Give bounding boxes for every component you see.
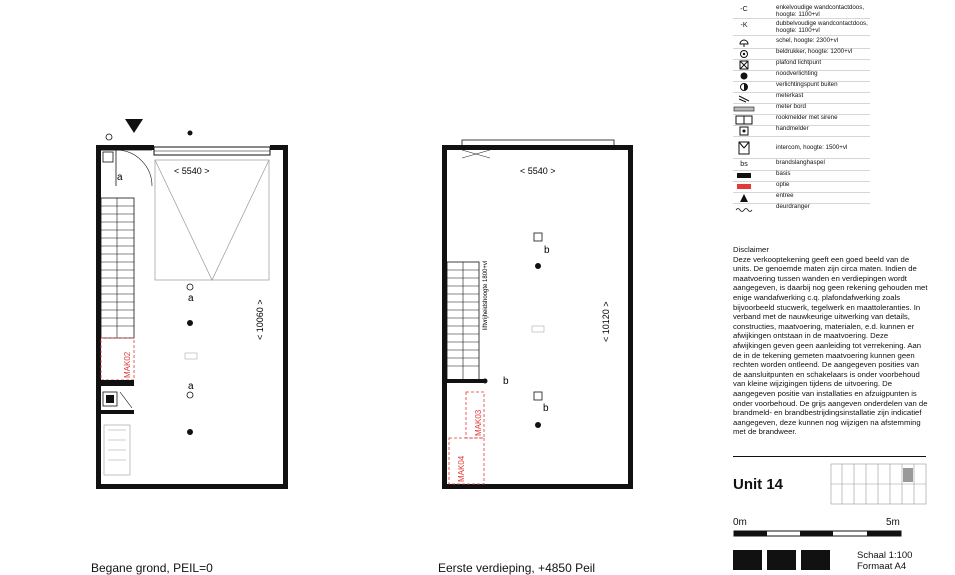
legend-label: entree xyxy=(776,192,794,199)
manual-call-point-icon xyxy=(733,125,755,136)
disclaimer xyxy=(733,245,928,437)
first-point-label: b xyxy=(543,403,549,414)
disclaimer-body: Deze verkooptekening geeft een goed beeld van de units. De genoemde maten zijn circa maten. Indien de maatvoering tussen wanden en verdiepingen wordt aangegeven, is daarbij nog geen rekening gehouden met enige wandafwerking c.q. plafondafwerking zoals bijvoorbeeld stucwerk, tegelwerk en maattoleranties. In verband met de nauwkeurige uitwerking van details, constructies, maatvoering, materialen, e.d. kunnen er afwijkingen ontstaan in de maatvoering. Deze afwijkingen geven geen aanleiding tot verrekening. Aan de in de tekening gemeten maatvoering kunnen geen rechten worden ontleend. De aangegeven posities van de aansluitpunten en schakelaars is onder voorbehoud van kleine wijzigingen tijdens de uitvoering. De aangegeven positie van installaties en afzuigpunten is onder voorbehoud. De grijs aangeven onderdelen van de brandmeld- en brandbestrijdingsinstallatie zijn indicatief aangegeven, deze kunnen nog wijzigen na afstemming met de brandweer. xyxy=(733,254,928,437)
unit-title: Unit 14 xyxy=(733,476,784,493)
ground-point-label: a xyxy=(117,172,123,183)
intercom-icon xyxy=(733,137,755,158)
entrance-icon xyxy=(125,119,143,133)
legend-label: handmelder xyxy=(776,125,809,132)
legend-label: beldrukker, hoogte: 1200+vl xyxy=(776,48,853,55)
scale-text: Schaal 1:100 xyxy=(857,550,913,561)
scale-info xyxy=(857,550,912,572)
legend-row xyxy=(733,4,870,19)
legend-label: meter bord xyxy=(776,103,806,110)
scale-bar xyxy=(733,529,903,538)
legend-label: dubbelvoudige wandcontactdoos, hoogte: 1100+vl xyxy=(776,20,868,34)
first-beam-note: liftvrijheidshoogte 1800+vl xyxy=(483,260,489,330)
legend-label: meterkast xyxy=(776,92,804,99)
door-closer-icon xyxy=(733,203,755,214)
legend-label: optie xyxy=(776,181,790,188)
first-point-label: b xyxy=(503,376,509,387)
fire-hose-icon: bs xyxy=(740,161,748,168)
legend-label: enkelvoudige wandcontactdoos, hoogte: 1100+vl xyxy=(776,4,865,18)
legend-label: deurdranger xyxy=(776,203,810,210)
outlet-double-icon: -K xyxy=(740,22,748,29)
smoke-detector-icon xyxy=(733,114,755,125)
key-plan xyxy=(830,462,928,506)
meter-board-icon xyxy=(733,103,755,114)
legend-label: brandslanghaspel xyxy=(776,159,825,166)
ground-width-dim: < 5540 > xyxy=(174,166,210,176)
first-mak-label-b: MAK04 xyxy=(457,455,466,482)
emergency-light-icon xyxy=(733,70,755,81)
legend-row xyxy=(733,20,870,36)
outdoor-light-icon xyxy=(733,81,755,92)
first-depth-dim: < 10120 > xyxy=(601,301,611,342)
ceiling-light-icon xyxy=(733,59,755,70)
ground-point-label: a xyxy=(188,381,194,392)
ground-mak-label: MAK02 xyxy=(123,351,132,378)
basis-swatch-icon xyxy=(733,170,755,181)
first-width-dim: < 5540 > xyxy=(520,166,556,176)
legend-label: schel, hoogte: 2300+vl xyxy=(776,37,839,44)
logo-block xyxy=(733,550,762,570)
option-swatch-icon xyxy=(733,181,755,192)
meter-box-icon xyxy=(733,92,755,103)
legend-label: intercom, hoogte: 1500+vl xyxy=(776,144,848,151)
legend-label: basis xyxy=(776,170,791,177)
ground-floor-label: Begane grond, PEIL=0 xyxy=(91,561,213,575)
legend-row xyxy=(733,203,870,214)
format-text: Formaat A4 xyxy=(857,561,907,572)
legend-label: noodverlichting xyxy=(776,70,818,77)
first-floor-label: Eerste verdieping, +4850 Peil xyxy=(438,561,596,575)
disclaimer-title: Disclaimer xyxy=(733,245,769,254)
title-divider xyxy=(733,456,926,457)
legend-label: plafond lichtpunt xyxy=(776,59,822,66)
outlet-single-icon: -C xyxy=(740,6,748,13)
bell-icon xyxy=(733,37,755,48)
logo-block xyxy=(801,550,830,570)
entrance-icon xyxy=(733,192,755,203)
ground-floor-plan xyxy=(96,119,288,489)
legend-row xyxy=(733,125,870,137)
first-point-label: b xyxy=(544,245,550,256)
doorbell-button-icon xyxy=(733,48,755,59)
logo-block xyxy=(767,550,796,570)
first-mak-label-a: MAK03 xyxy=(474,409,483,436)
scale-bar-start: 0m xyxy=(733,517,747,528)
legend-label: verlichtingspunt buiten xyxy=(776,81,838,88)
scale-bar-end: 5m xyxy=(886,517,900,528)
ground-point-label: a xyxy=(188,293,194,304)
first-floor-plan xyxy=(442,140,633,489)
legend-row xyxy=(733,137,870,159)
legend-label: rookmelder met sirene xyxy=(776,114,838,121)
ground-depth-dim: < 10060 > xyxy=(255,299,265,340)
